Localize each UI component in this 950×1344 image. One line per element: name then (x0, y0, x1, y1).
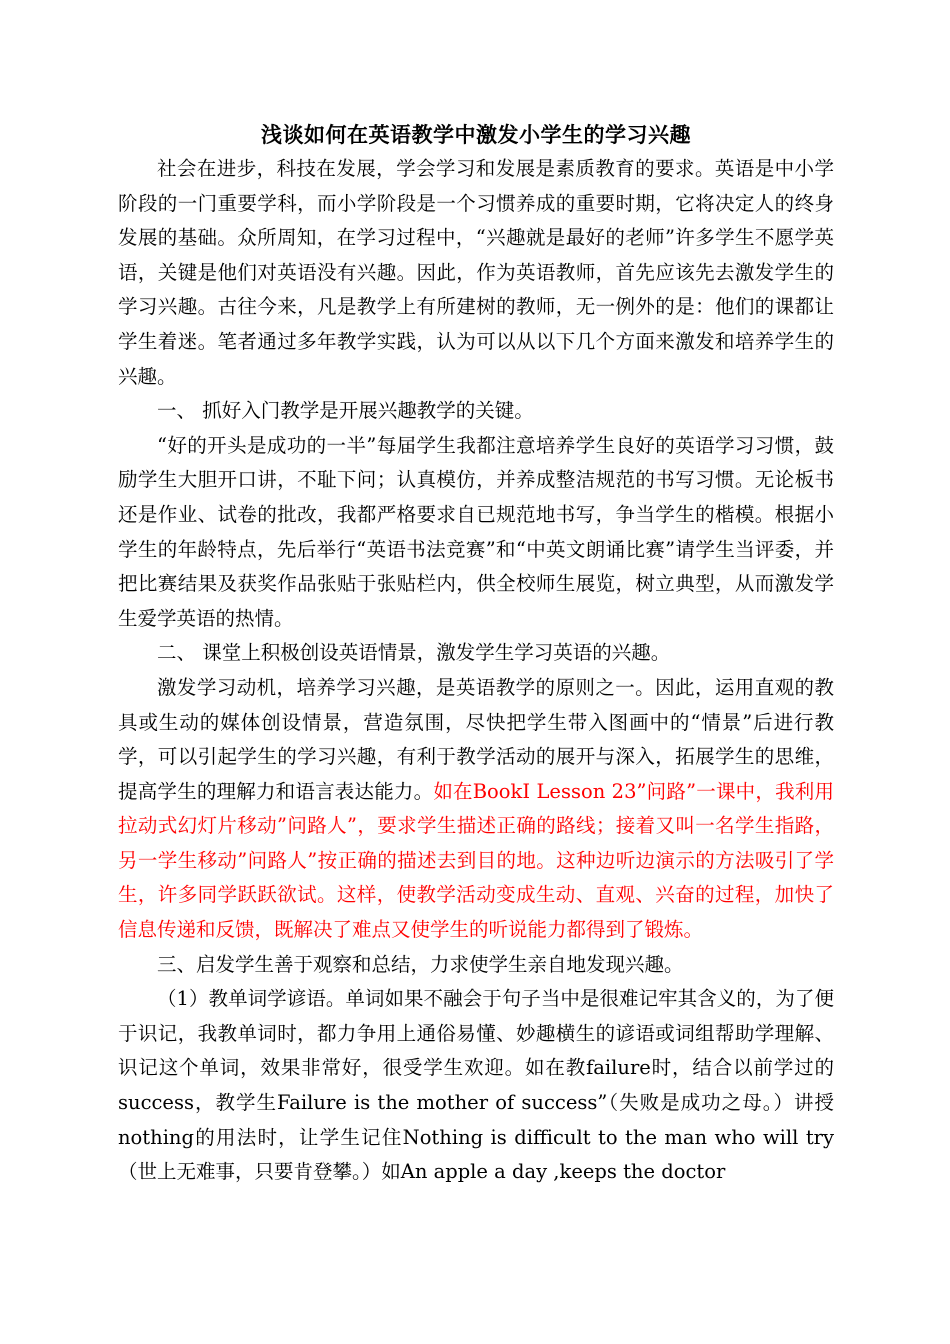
intro-paragraph: 社会在进步，科技在发展，学会学习和发展是素质教育的要求。英语是中小学阶段的一门重要学科，而小学阶段是一个习惯养成的重要时期，它将决定人的终身发展的基础。众所周知，在学习过程中，“兴趣就是最好的老师”许多学生不愿学英语，关键是他们对英语没有兴趣。因此，作为英语教师，首先应该先去激发学生的学习兴趣。古往今来，凡是教学上有所建树的教师，无一例外的是：他们的课都让学生着迷。笔者通过多年教学实践，认为可以从以下几个方面来激发和培养学生的兴趣。 (118, 157, 834, 388)
section-2-heading: 二、 课堂上积极创设英语情景，激发学生学习英语的兴趣。 (157, 641, 671, 665)
section-3-heading: 三、启发学生善于观察和总结，力求使学生亲自地发现兴趣。 (157, 952, 684, 976)
section-1-heading: 一、 抓好入门教学是开展兴趣教学的关键。 (157, 399, 534, 423)
section-1-paragraph: “好的开头是成功的一半”每届学生我都注意培养学生良好的英语学习习惯，鼓励学生大胆开口讲，不耻下问；认真模仿，并养成整洁规范的书写习惯。无论板书还是作业、试卷的批改，我都严格要求自已规范地书写，争当学生的楷模。根据小学生的年龄特点，先后举行“英语书法竞赛”和“中英文朗诵比赛”请学生当评委，并把比赛结果及获奖作品张贴于张贴栏内，供全校师生展览，树立典型，从而激发学生爱学英语的热情。 (118, 433, 834, 630)
section-2-text: 激发学习动机，培养学习兴趣，是英语教学的原则之一。因此，运用直观的教具或生动的媒体创设情景，营造氛围，尽快把学生带入图画中的“情景”后进行教学，可以引起学生的学习兴趣，有利于教学活动的展开与深入，拓展学生的思维，提高学生的理解力和语言表达能力。 (118, 675, 834, 803)
section-3-paragraph: （1）教单词学谚语。单词如果不融会于句子当中是很难记牢其含义的，为了便于识记，我教单词时，都力争用上通俗易懂、妙趣横生的谚语或词组帮助学理解、识记这个单词，效果非常好，很受学生欢迎。如在教failure时，结合以前学过的success，教学生Failure is the mother of success”（失败是成功之母。）讲授nothing的用法时，让学生记住Nothing is difficult to the man who will try（世上无难事，只要肯登攀。）如An apple a day ,keeps the doctor (118, 987, 834, 1184)
section-2-highlighted-text: 如在BookI Lesson 23”问路”一课中，我利用拉动式幻灯片移动”问路人”，要求学生描述正确的路线；接着又叫一名学生指路，另一学生移动”问路人”按正确的描述去到目的地。这种边听边演示的方法吸引了学生，许多同学跃跃欲试。这样，使教学活动变成生动、直观、兴奋的过程，加快了信息传递和反馈，既解决了难点又使学生的听说能力都得到了锻炼。 (118, 779, 834, 942)
section-2-paragraph (118, 671, 834, 948)
document-title: 浅谈如何在英语教学中激发小学生的学习兴趣 (261, 122, 691, 147)
document-page (118, 118, 834, 1190)
